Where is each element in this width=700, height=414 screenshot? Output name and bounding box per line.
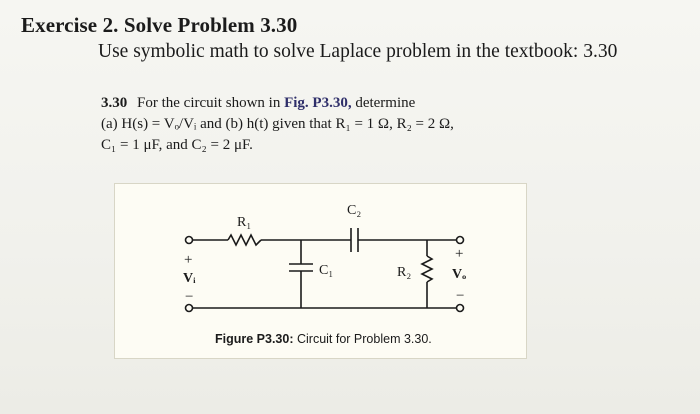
output-terminal-top <box>457 237 464 244</box>
label-r2: R₂ <box>397 265 412 280</box>
problem-line-2: (a) H(s) = Vₒ/Vᵢ and (b) h(t) given that R₁ = 1 Ω, R₂ = 2 Ω, <box>101 116 454 132</box>
label-vi: Vᵢ <box>183 271 196 286</box>
problem-line-1-end: determine <box>355 95 416 111</box>
resistor-r1 <box>228 235 261 245</box>
figure-caption <box>215 332 432 346</box>
problem-statement <box>101 93 571 156</box>
figure-reference-link[interactable]: Fig. P3.30, <box>284 95 352 111</box>
problem-line-3: C₁ = 1 μF, and C₂ = 2 μF. <box>101 137 253 153</box>
problem-line-1 <box>101 93 571 114</box>
output-plus-sign: + <box>455 246 464 262</box>
output-minus-sign: − <box>456 288 465 304</box>
input-minus-sign: − <box>185 289 194 305</box>
label-r1: R₁ <box>237 215 252 230</box>
label-c2: C₂ <box>347 203 362 218</box>
label-c1: C₁ <box>319 263 334 278</box>
problem-number: 3.30 <box>101 95 128 111</box>
resistor-r2 <box>422 256 432 282</box>
caption-text: Circuit for Problem 3.30. <box>296 332 432 346</box>
input-terminal-top <box>186 237 193 244</box>
caption-label: Figure P3.30: <box>215 332 294 346</box>
input-plus-sign: + <box>184 252 193 268</box>
instruction-text: Use symbolic math to solve Laplace problem in the textbook: 3.30 <box>98 41 618 62</box>
page-title: Exercise 2. Solve Problem 3.30 <box>21 13 298 37</box>
input-terminal-bottom <box>186 305 193 312</box>
problem-line-1-text: For the circuit shown in <box>137 95 281 111</box>
circuit-figure <box>114 183 527 359</box>
label-vo: Vₒ <box>452 267 467 282</box>
output-terminal-bottom <box>457 305 464 312</box>
